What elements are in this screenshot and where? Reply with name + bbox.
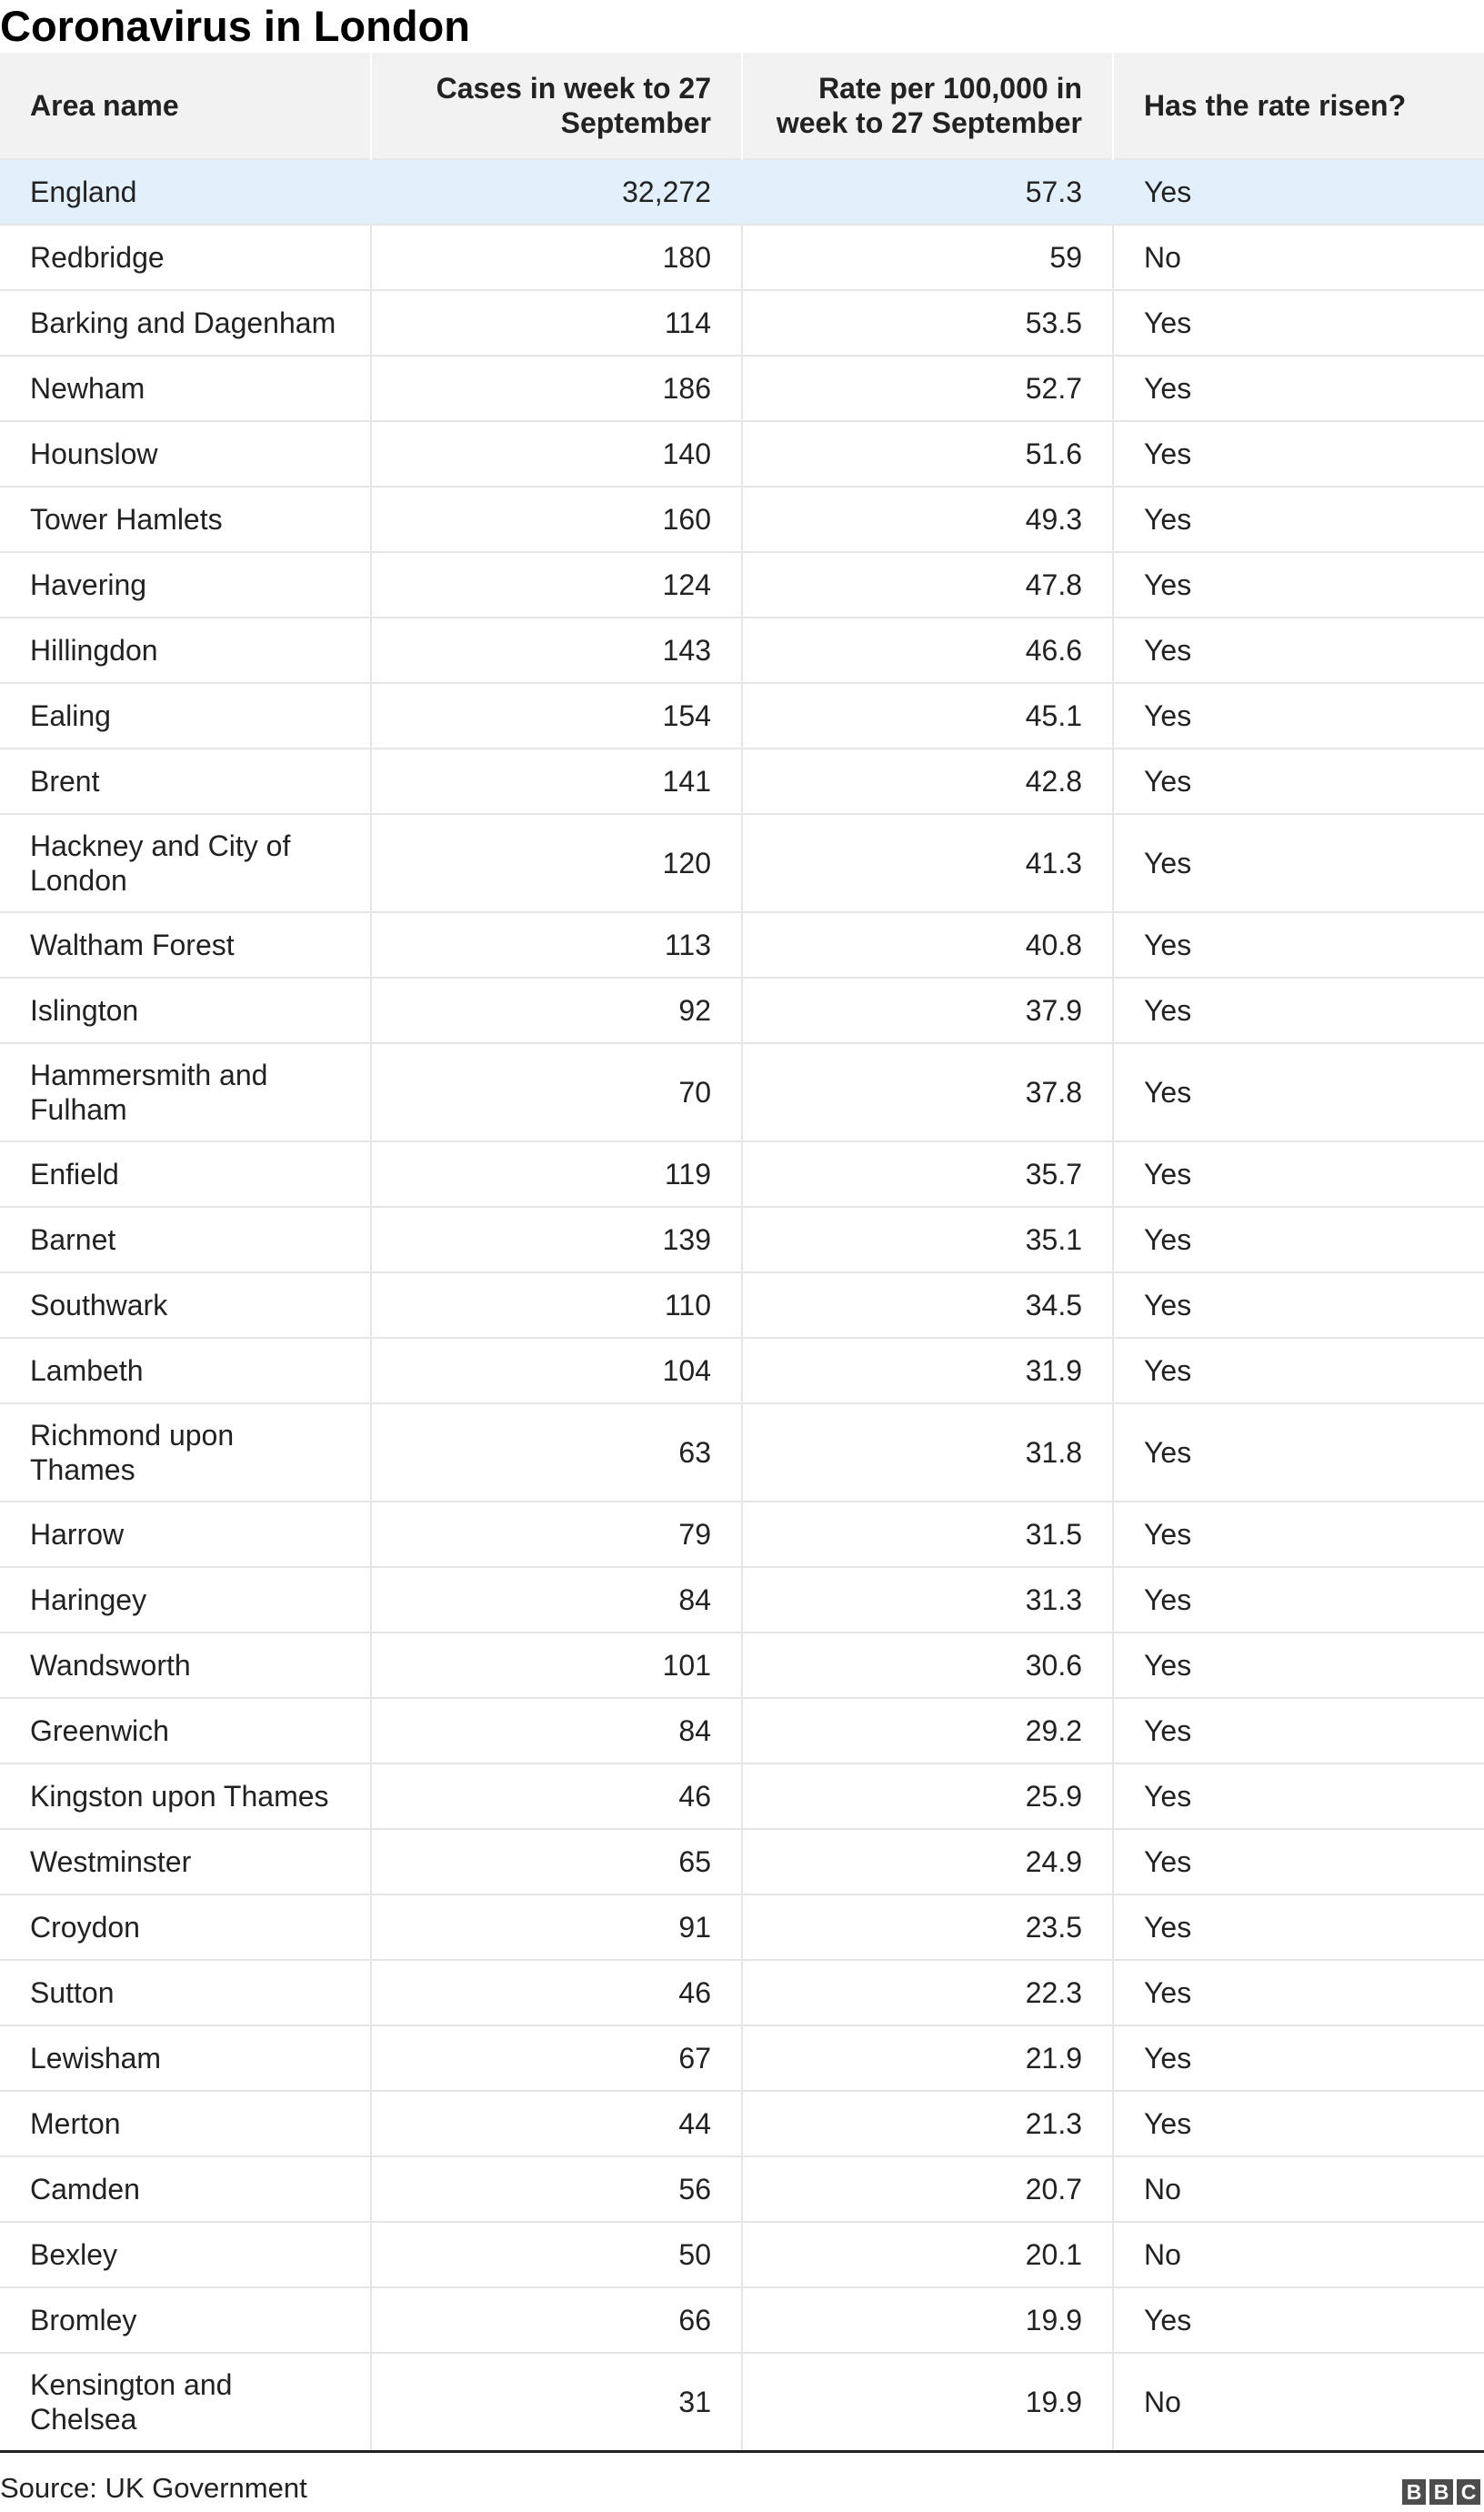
risen-cell: Yes (1113, 814, 1484, 912)
cases-cell: 46 (371, 1960, 742, 2025)
rate-cell: 19.9 (742, 2353, 1113, 2452)
cases-cell: 79 (371, 1502, 742, 1567)
rate-cell: 30.6 (742, 1633, 1113, 1698)
rate-cell: 37.9 (742, 978, 1113, 1043)
area-cell: Redbridge (0, 225, 371, 290)
table-row (0, 1894, 1484, 1960)
column-header-rate[interactable]: Rate per 100,000 in week to 27 September (742, 53, 1113, 159)
area-cell: Islington (0, 978, 371, 1043)
risen-cell: Yes (1113, 1141, 1484, 1207)
rate-cell: 25.9 (742, 1763, 1113, 1829)
table-row (0, 421, 1484, 487)
rate-cell: 20.1 (742, 2222, 1113, 2287)
risen-cell: Yes (1113, 290, 1484, 356)
risen-cell: Yes (1113, 1894, 1484, 1960)
cases-cell: 113 (371, 912, 742, 978)
risen-cell: No (1113, 2353, 1484, 2452)
table-row (0, 1633, 1484, 1698)
table-row (0, 912, 1484, 978)
risen-cell: Yes (1113, 487, 1484, 552)
risen-cell: Yes (1113, 618, 1484, 683)
cases-cell: 160 (371, 487, 742, 552)
risen-cell: Yes (1113, 2091, 1484, 2156)
area-cell: Kensington and Chelsea (0, 2353, 371, 2452)
risen-cell: Yes (1113, 552, 1484, 618)
cases-cell: 50 (371, 2222, 742, 2287)
area-cell: Lambeth (0, 1338, 371, 1403)
risen-cell: Yes (1113, 1403, 1484, 1502)
table-row (0, 2353, 1484, 2452)
logo-letter: B (1402, 2479, 1426, 2505)
data-table-container (0, 53, 1484, 2453)
rate-cell: 46.6 (742, 618, 1113, 683)
table-row (0, 1829, 1484, 1894)
area-cell: England (0, 159, 371, 225)
cases-cell: 44 (371, 2091, 742, 2156)
rate-cell: 41.3 (742, 814, 1113, 912)
cases-cell: 124 (371, 552, 742, 618)
risen-cell: Yes (1113, 1960, 1484, 2025)
risen-cell: Yes (1113, 1043, 1484, 1141)
cases-cell: 65 (371, 1829, 742, 1894)
area-cell: Merton (0, 2091, 371, 2156)
cases-cell: 66 (371, 2287, 742, 2353)
area-cell: Croydon (0, 1894, 371, 1960)
cases-cell: 56 (371, 2156, 742, 2222)
table-row (0, 487, 1484, 552)
cases-cell: 120 (371, 814, 742, 912)
area-cell: Hounslow (0, 421, 371, 487)
area-cell: Lewisham (0, 2025, 371, 2091)
area-cell: Ealing (0, 683, 371, 749)
table-row (0, 1272, 1484, 1338)
table-header-row (0, 53, 1484, 159)
table-row (0, 290, 1484, 356)
column-header-cases[interactable]: Cases in week to 27 September (371, 53, 742, 159)
cases-cell: 92 (371, 978, 742, 1043)
rate-cell: 24.9 (742, 1829, 1113, 1894)
cases-cell: 104 (371, 1338, 742, 1403)
table-row (0, 2287, 1484, 2353)
cases-cell: 84 (371, 1698, 742, 1763)
table-row (0, 2091, 1484, 2156)
table-row (0, 749, 1484, 814)
risen-cell: Yes (1113, 1829, 1484, 1894)
cases-cell: 119 (371, 1141, 742, 1207)
risen-cell: Yes (1113, 2287, 1484, 2353)
cases-cell: 139 (371, 1207, 742, 1272)
rate-cell: 57.3 (742, 159, 1113, 225)
table-row (0, 1141, 1484, 1207)
source-note: Source: UK Government (0, 2472, 307, 2504)
risen-cell: Yes (1113, 978, 1484, 1043)
table-row (0, 1567, 1484, 1633)
area-cell: Hammersmith and Fulham (0, 1043, 371, 1141)
rate-cell: 45.1 (742, 683, 1113, 749)
area-cell: Bromley (0, 2287, 371, 2353)
table-body (0, 159, 1484, 2452)
table-row (0, 552, 1484, 618)
cases-cell: 101 (371, 1633, 742, 1698)
area-cell: Waltham Forest (0, 912, 371, 978)
table-row (0, 159, 1484, 225)
table-row (0, 1502, 1484, 1567)
cases-cell: 63 (371, 1403, 742, 1502)
rate-cell: 22.3 (742, 1960, 1113, 2025)
cases-cell: 143 (371, 618, 742, 683)
table-row (0, 2156, 1484, 2222)
cases-cell: 46 (371, 1763, 742, 1829)
risen-cell: Yes (1113, 749, 1484, 814)
table-row (0, 683, 1484, 749)
cases-cell: 180 (371, 225, 742, 290)
area-cell: Greenwich (0, 1698, 371, 1763)
cases-cell: 32,272 (371, 159, 742, 225)
risen-cell: Yes (1113, 159, 1484, 225)
cases-cell: 31 (371, 2353, 742, 2452)
area-cell: Westminster (0, 1829, 371, 1894)
table-row (0, 1043, 1484, 1141)
risen-cell: Yes (1113, 1698, 1484, 1763)
logo-letter: B (1429, 2479, 1453, 2505)
table-row (0, 1698, 1484, 1763)
cases-cell: 110 (371, 1272, 742, 1338)
rate-cell: 52.7 (742, 356, 1113, 421)
table-row (0, 1338, 1484, 1403)
column-header-risen[interactable]: Has the rate risen? (1113, 53, 1484, 159)
rate-cell: 21.9 (742, 2025, 1113, 2091)
area-cell: Havering (0, 552, 371, 618)
area-cell: Haringey (0, 1567, 371, 1633)
rate-cell: 34.5 (742, 1272, 1113, 1338)
table-row (0, 1960, 1484, 2025)
table-row (0, 618, 1484, 683)
rate-cell: 51.6 (742, 421, 1113, 487)
risen-cell: No (1113, 225, 1484, 290)
cases-cell: 140 (371, 421, 742, 487)
logo-letter: C (1457, 2479, 1480, 2505)
risen-cell: Yes (1113, 1633, 1484, 1698)
risen-cell: No (1113, 2156, 1484, 2222)
risen-cell: No (1113, 2222, 1484, 2287)
rate-cell: 31.3 (742, 1567, 1113, 1633)
rate-cell: 20.7 (742, 2156, 1113, 2222)
risen-cell: Yes (1113, 912, 1484, 978)
area-cell: Harrow (0, 1502, 371, 1567)
rate-cell: 42.8 (742, 749, 1113, 814)
area-cell: Tower Hamlets (0, 487, 371, 552)
cases-cell: 141 (371, 749, 742, 814)
data-table (0, 53, 1484, 2453)
area-cell: Richmond upon Thames (0, 1403, 371, 1502)
rate-cell: 31.5 (742, 1502, 1113, 1567)
rate-cell: 31.9 (742, 1338, 1113, 1403)
table-row (0, 2025, 1484, 2091)
rate-cell: 47.8 (742, 552, 1113, 618)
area-cell: Sutton (0, 1960, 371, 2025)
rate-cell: 21.3 (742, 2091, 1113, 2156)
risen-cell: Yes (1113, 1207, 1484, 1272)
area-cell: Hackney and City of London (0, 814, 371, 912)
cases-cell: 114 (371, 290, 742, 356)
bbc-logo (1402, 2479, 1480, 2505)
table-row (0, 978, 1484, 1043)
rate-cell: 40.8 (742, 912, 1113, 978)
cases-cell: 186 (371, 356, 742, 421)
table-row (0, 2222, 1484, 2287)
table-row (0, 1403, 1484, 1502)
table-row (0, 225, 1484, 290)
page-title: Coronavirus in London (0, 2, 470, 50)
table-row (0, 1763, 1484, 1829)
area-cell: Southwark (0, 1272, 371, 1338)
risen-cell: Yes (1113, 1567, 1484, 1633)
cases-cell: 84 (371, 1567, 742, 1633)
risen-cell: Yes (1113, 2025, 1484, 2091)
rate-cell: 31.8 (742, 1403, 1113, 1502)
column-header-area[interactable]: Area name (0, 53, 371, 159)
cases-cell: 67 (371, 2025, 742, 2091)
rate-cell: 23.5 (742, 1894, 1113, 1960)
area-cell: Hillingdon (0, 618, 371, 683)
area-cell: Newham (0, 356, 371, 421)
cases-cell: 154 (371, 683, 742, 749)
risen-cell: Yes (1113, 1338, 1484, 1403)
area-cell: Barnet (0, 1207, 371, 1272)
risen-cell: Yes (1113, 1272, 1484, 1338)
rate-cell: 35.1 (742, 1207, 1113, 1272)
risen-cell: Yes (1113, 356, 1484, 421)
cases-cell: 91 (371, 1894, 742, 1960)
risen-cell: Yes (1113, 1763, 1484, 1829)
rate-cell: 49.3 (742, 487, 1113, 552)
risen-cell: Yes (1113, 421, 1484, 487)
rate-cell: 29.2 (742, 1698, 1113, 1763)
rate-cell: 35.7 (742, 1141, 1113, 1207)
area-cell: Enfield (0, 1141, 371, 1207)
area-cell: Brent (0, 749, 371, 814)
rate-cell: 53.5 (742, 290, 1113, 356)
area-cell: Bexley (0, 2222, 371, 2287)
rate-cell: 37.8 (742, 1043, 1113, 1141)
risen-cell: Yes (1113, 683, 1484, 749)
table-row (0, 1207, 1484, 1272)
area-cell: Barking and Dagenham (0, 290, 371, 356)
table-row (0, 814, 1484, 912)
cases-cell: 70 (371, 1043, 742, 1141)
rate-cell: 59 (742, 225, 1113, 290)
area-cell: Kingston upon Thames (0, 1763, 371, 1829)
table-row (0, 356, 1484, 421)
area-cell: Camden (0, 2156, 371, 2222)
risen-cell: Yes (1113, 1502, 1484, 1567)
rate-cell: 19.9 (742, 2287, 1113, 2353)
area-cell: Wandsworth (0, 1633, 371, 1698)
